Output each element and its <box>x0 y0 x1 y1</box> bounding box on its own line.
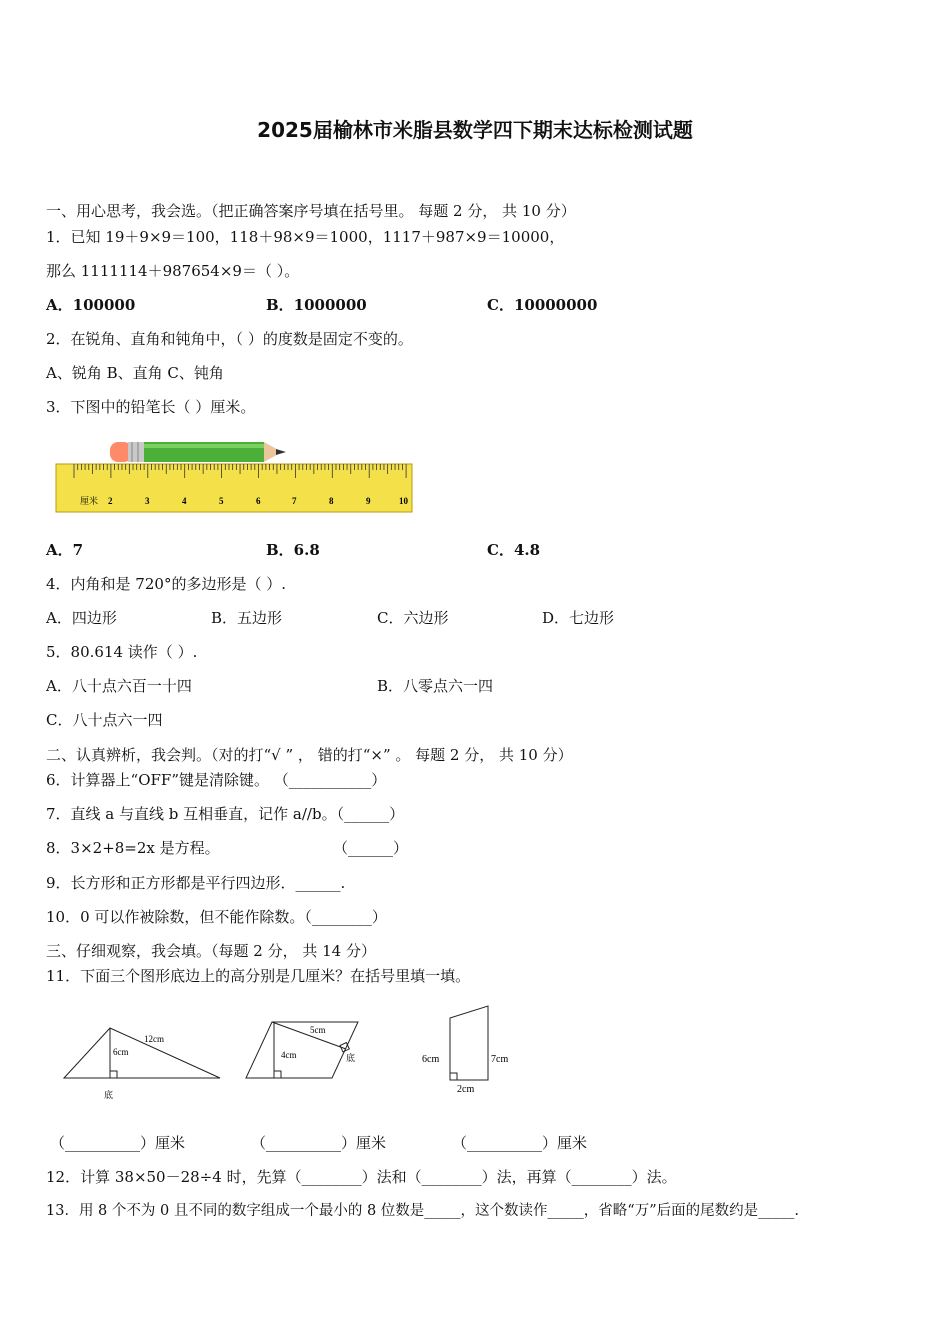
question-3: 3．下图中的铅笔长（ ）厘米。 <box>46 398 256 416</box>
trapezoid-left-label: 6cm <box>422 1054 440 1065</box>
ruler-tick-10: 10 <box>399 496 408 506</box>
ruler-tick-2: 2 <box>108 496 113 506</box>
ruler-unit-label: 厘米 <box>80 496 99 506</box>
q4-option-a: A．四边形 <box>46 609 117 627</box>
q5-option-c: C．八十点六一四 <box>46 711 163 729</box>
triangle-figure <box>56 1020 228 1102</box>
question-4: 4．内角和是 720°的多边形是（ ）. <box>46 575 286 593</box>
q1-option-c: C．10000000 <box>487 296 598 314</box>
q5-option-b: B．八零点六一四 <box>377 677 494 695</box>
triangle-height-label: 6cm <box>113 1047 129 1057</box>
ruler-tick-7: 7 <box>292 496 297 506</box>
question-7: 7．直线 a 与直线 b 互相垂直，记作 a//b。（______） <box>46 805 405 823</box>
trapezoid-figure <box>420 1004 520 1098</box>
ruler-tick-6: 6 <box>256 496 261 506</box>
question-1-line-2: 那么 1111114＋987654×9＝（ ）。 <box>46 262 300 280</box>
q11-answer-3: （__________）厘米 <box>452 1134 588 1152</box>
question-12: 12．计算 38×50－28÷4 时，先算（________）法和（________）法，再算（________）法。 <box>46 1168 677 1186</box>
question-11: 11．下面三个图形底边上的高分别是几厘米？在括号里填一填。 <box>46 967 471 985</box>
pencil-ruler-figure <box>46 434 418 518</box>
ruler-icon <box>56 464 412 512</box>
parallelogram-figure <box>244 1018 366 1090</box>
q4-option-b: B．五边形 <box>211 609 283 627</box>
page-title: 2025届榆林市米脂县数学四下期末达标检测试题 <box>257 118 693 142</box>
question-5: 5．80.614 读作（ ）. <box>46 643 198 661</box>
question-8: 8．3×2+8=2x 是方程。 <box>46 839 220 857</box>
question-13: 13．用 8 个不为 0 且不同的数字组成一个最小的 8 位数是_____，这个数读作_____，省略“万”后面的尾数约是_____. <box>46 1203 799 1219</box>
q2-options: A、锐角 B、直角 C、钝角 <box>46 364 224 382</box>
section-2-header: 二、认真辨析，我会判。（对的打“√ ” ， 错的打“×” 。 每题 2 分， 共 10 分） <box>46 746 573 764</box>
q4-option-d: D．七边形 <box>542 609 615 627</box>
triangle-hyp-label: 12cm <box>144 1034 164 1044</box>
q5-option-a: A．八十点六百一十四 <box>46 677 192 695</box>
q11-answer-2: （__________）厘米 <box>251 1134 387 1152</box>
question-10: 10．0 可以作被除数，但不能作除数。（________） <box>46 908 387 926</box>
q4-option-c: C．六边形 <box>377 609 449 627</box>
ruler-tick-5: 5 <box>219 496 224 506</box>
q3-option-a: A．7 <box>46 541 84 559</box>
ruler-tick-4: 4 <box>182 496 187 506</box>
question-9: 9．长方形和正方形都是平行四边形．______. <box>46 874 346 892</box>
ruler-tick-8: 8 <box>329 496 334 506</box>
parallelogram-base-label: 底 <box>346 1053 356 1063</box>
trapezoid-base-label: 2cm <box>457 1084 475 1095</box>
q1-option-b: B．1000000 <box>266 296 367 314</box>
q3-option-c: C．4.8 <box>487 541 541 559</box>
question-1-line-1: 1．已知 19＋9×9＝100，118＋98×9＝1000，1117＋987×9＝10000， <box>46 228 565 246</box>
triangle-base-label: 底 <box>104 1090 114 1100</box>
pencil-icon <box>110 442 286 462</box>
q8-answer-blank: （______） <box>333 839 409 857</box>
trapezoid-right-label: 7cm <box>491 1054 509 1065</box>
question-6: 6．计算器上“OFF”键是清除键。 （___________） <box>46 771 387 789</box>
question-2: 2．在锐角、直角和钝角中，（ ）的度数是固定不变的。 <box>46 330 413 348</box>
parallelogram-side-label: 5cm <box>310 1025 326 1035</box>
parallelogram-height-label: 4cm <box>281 1050 297 1060</box>
q11-answer-1: （__________）厘米 <box>50 1134 186 1152</box>
section-1-header: 一、用心思考，我会选。（把正确答案序号填在括号里。 每题 2 分， 共 10 分） <box>46 202 576 220</box>
ruler-tick-9: 9 <box>366 496 371 506</box>
ruler-tick-3: 3 <box>145 496 150 506</box>
q3-option-b: B．6.8 <box>266 541 320 559</box>
q1-option-a: A．100000 <box>46 296 136 314</box>
section-3-header: 三、仔细观察，我会填。（每题 2 分， 共 14 分） <box>46 942 376 960</box>
